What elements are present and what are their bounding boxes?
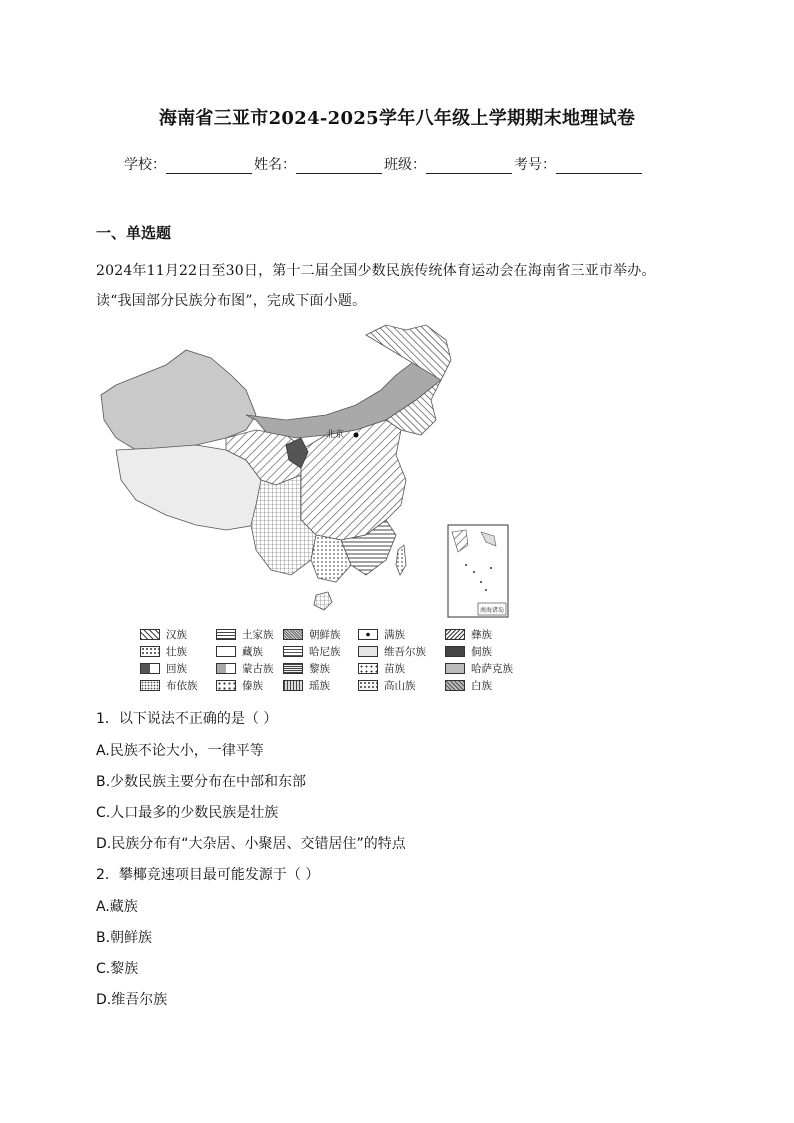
question-2-option-b[interactable]: B.朝鲜族 <box>96 930 153 946</box>
south-china-sea-inset <box>448 525 508 617</box>
section-title: 一、单选题 <box>96 224 172 242</box>
legend-label: 彝族 <box>471 629 492 641</box>
legend-item <box>358 644 426 659</box>
school-label: 学校： <box>124 157 166 173</box>
legend-item <box>140 661 187 676</box>
class-blank[interactable] <box>426 158 512 174</box>
map-region-central-east <box>296 420 406 540</box>
legend-item <box>140 627 187 642</box>
map-region-taiwan <box>396 545 406 575</box>
legend-label: 土家族 <box>242 629 274 641</box>
exam-number-blank[interactable] <box>556 158 642 174</box>
legend-label: 白族 <box>471 680 492 692</box>
legend-swatch <box>140 646 160 657</box>
legend-label: 侗族 <box>471 646 492 658</box>
legend-item <box>283 678 330 693</box>
intro-line-2: 读“我国部分民族分布图”，完成下面小题。 <box>96 293 367 309</box>
class-field <box>384 154 514 174</box>
legend-item <box>445 627 492 642</box>
name-field <box>254 154 384 174</box>
legend-swatch <box>358 663 378 674</box>
legend-label: 满族 <box>384 629 405 641</box>
student-info-row <box>124 154 644 174</box>
legend-swatch <box>216 680 236 691</box>
legend-label: 苗族 <box>384 663 405 675</box>
question-1-option-a[interactable]: A.民族不论大小，一律平等 <box>96 743 264 759</box>
question-2-option-d[interactable]: D.维吾尔族 <box>96 992 168 1008</box>
school-field <box>124 154 254 174</box>
legend-label: 回族 <box>166 663 187 675</box>
legend-label: 藏族 <box>242 646 263 658</box>
map-legend <box>140 627 540 697</box>
map-region-xinjiang <box>101 350 256 450</box>
legend-item <box>140 644 187 659</box>
exam-number-field <box>514 154 644 174</box>
question-1-option-d[interactable]: D.民族分布有“大杂居、小聚居、交错居住”的特点 <box>96 836 406 852</box>
legend-item <box>140 678 198 693</box>
legend-item <box>216 678 263 693</box>
legend-swatch <box>445 646 465 657</box>
legend-swatch <box>216 663 236 674</box>
exam-number-label: 考号： <box>514 157 556 173</box>
legend-swatch <box>358 680 378 691</box>
question-1-option-c[interactable]: C.人口最多的少数民族是壮族 <box>96 805 279 821</box>
legend-swatch <box>283 663 303 674</box>
legend-item <box>358 627 405 642</box>
legend-swatch <box>140 680 160 691</box>
ethnic-distribution-map <box>96 320 516 620</box>
legend-item <box>445 661 513 676</box>
legend-item <box>283 661 330 676</box>
legend-item <box>216 661 274 676</box>
legend-label: 壮族 <box>166 646 187 658</box>
name-blank[interactable] <box>296 158 382 174</box>
legend-item <box>445 678 492 693</box>
legend-label: 布依族 <box>166 680 198 692</box>
question-1-option-b[interactable]: B.少数民族主要分布在中部和东部 <box>96 774 307 790</box>
legend-item <box>216 644 263 659</box>
legend-item <box>445 644 492 659</box>
map-region-hainan <box>314 592 332 610</box>
legend-label: 瑶族 <box>309 680 330 692</box>
inset-label: 南海诸岛 <box>480 607 505 614</box>
school-blank[interactable] <box>166 158 252 174</box>
beijing-marker <box>354 433 359 438</box>
legend-label: 朝鲜族 <box>309 629 341 641</box>
name-label: 姓名： <box>254 157 296 173</box>
legend-label: 高山族 <box>384 680 416 692</box>
legend-item <box>283 644 341 659</box>
legend-swatch <box>140 663 160 674</box>
legend-swatch <box>358 646 378 657</box>
class-label: 班级： <box>384 157 426 173</box>
legend-label: 黎族 <box>309 663 330 675</box>
legend-item <box>216 627 274 642</box>
legend-label: 蒙古族 <box>242 663 274 675</box>
intro-line-1: 2024年11月22日至30日，第十二届全国少数民族传统体育运动会在海南省三亚市举办。 <box>96 263 656 279</box>
legend-label: 维吾尔族 <box>384 646 426 658</box>
legend-label: 哈萨克族 <box>471 663 513 675</box>
beijing-label: 北京 <box>326 430 345 440</box>
legend-label: 汉族 <box>166 629 187 641</box>
legend-item <box>283 627 341 642</box>
question-2-option-c[interactable]: C.黎族 <box>96 961 139 977</box>
legend-swatch <box>283 680 303 691</box>
legend-item <box>358 678 416 693</box>
question-2-option-a[interactable]: A.藏族 <box>96 899 138 915</box>
question-1-stem: 1．以下说法不正确的是（ ） <box>96 711 278 727</box>
legend-swatch <box>358 629 378 640</box>
legend-swatch <box>445 663 465 674</box>
legend-item <box>358 661 405 676</box>
question-2-stem: 2．攀椰竞速项目最可能发源于（ ） <box>96 867 320 883</box>
legend-swatch <box>216 629 236 640</box>
legend-swatch <box>140 629 160 640</box>
legend-swatch <box>445 680 465 691</box>
legend-label: 哈尼族 <box>309 646 341 658</box>
legend-label: 傣族 <box>242 680 263 692</box>
legend-swatch <box>283 629 303 640</box>
exam-title: 海南省三亚市2024-2025学年八年级上学期期末地理试卷 <box>158 108 636 129</box>
legend-swatch <box>445 629 465 640</box>
legend-swatch <box>216 646 236 657</box>
legend-swatch <box>283 646 303 657</box>
